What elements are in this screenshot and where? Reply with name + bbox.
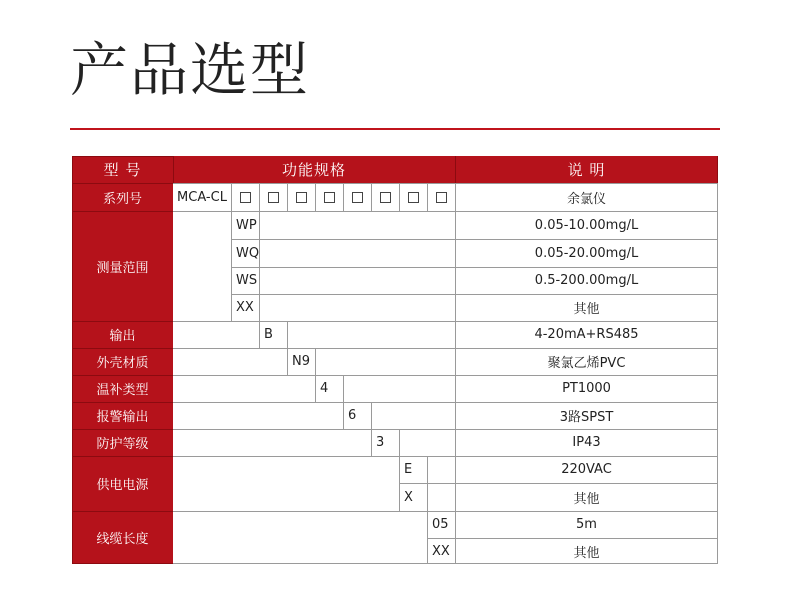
code-placeholder-box [427,183,455,211]
range-wq-code: WQ [236,245,259,261]
header-model: 型 号 [72,156,173,183]
code-placeholder-box [399,183,427,211]
label-range: 测量范围 [72,211,173,321]
box-divider [231,183,232,211]
label-alarm: 报警输出 [72,402,173,429]
empty-box-icon [324,192,335,203]
box-divider [371,183,372,211]
code-divider [371,429,372,456]
box-divider [315,183,316,211]
code-placeholder-box [287,183,315,211]
code-divider [315,348,316,375]
label-row-divider [72,375,173,376]
code-divider [259,211,260,239]
label-output: 输出 [72,321,173,348]
row-divider [173,429,718,430]
table-border-right [717,183,718,564]
empty-box-icon [268,192,279,203]
protection-code: 3 [376,435,385,450]
row-divider [399,483,718,484]
temp-comp-desc: PT1000 [562,381,611,396]
row-divider [173,456,718,457]
power-e-code: E [404,462,413,477]
code-placeholder-box [343,183,371,211]
code-divider [427,483,428,511]
box-divider [287,183,288,211]
temp-comp-code: 4 [320,381,329,396]
row-divider [231,239,718,240]
header-spec: 功能规格 [173,156,455,183]
code-divider [259,267,260,294]
code-placeholder-box [315,183,343,211]
table-border-top-left [72,156,173,157]
label-row-divider [72,429,173,430]
label-row-divider [72,402,173,403]
box-divider [399,183,400,211]
label-row-divider [72,456,173,457]
cable-05-desc: 5m [576,517,597,532]
code-divider [427,538,428,564]
code-divider [287,321,288,348]
code-divider [231,239,232,267]
series-desc: 余氯仪 [566,191,606,207]
label-row-divider [72,183,173,184]
series-code: MCA-CL [177,189,227,205]
row-divider [173,321,718,322]
header-desc: 说 明 [455,156,718,183]
cable-05-code: 05 [432,517,449,532]
code-divider [371,402,372,429]
label-series: 系列号 [72,183,173,211]
protection-desc: IP43 [572,435,601,450]
code-divider [315,375,316,402]
row-divider [427,538,718,539]
output-desc: 4-20mA+RS485 [534,327,639,342]
row-divider [173,348,718,349]
table-border-left [72,156,73,564]
empty-box-icon [380,192,391,203]
header-divider [455,156,456,183]
output-code: B [264,327,273,342]
page-title: 产品选型 [70,36,311,104]
range-xx-desc: 其他 [573,302,600,317]
row-divider [173,402,718,403]
alarm-desc: 3路SPST [559,410,614,425]
code-divider [455,538,456,564]
code-divider [427,511,428,538]
label-bottom-border [72,563,173,564]
empty-box-icon [352,192,363,203]
range-ws-code: WS [236,273,258,288]
code-divider [231,211,232,239]
code-placeholder-box [259,183,287,211]
range-wp-code: WP [236,217,257,233]
box-divider [343,183,344,211]
row-divider [173,211,718,212]
row-divider [231,294,718,295]
code-divider [399,483,400,511]
code-divider [343,375,344,402]
box-divider [427,183,428,211]
power-x-desc: 其他 [573,491,600,507]
power-e-desc: 220VAC [561,462,612,477]
housing-desc: 聚氯乙烯PVC [547,356,626,371]
row-divider [173,511,718,512]
label-cable: 线缆长度 [72,511,173,564]
range-xx-code: XX [236,300,254,315]
code-divider [259,239,260,267]
label-row-divider [72,511,173,512]
cable-xx-code: XX [432,543,450,559]
label-protection: 防护等级 [72,429,173,456]
code-divider [427,456,428,483]
range-ws-desc: 0.5-200.00mg/L [534,273,639,288]
label-row-divider [72,321,173,322]
housing-code: N9 [292,354,310,369]
header-divider [173,156,174,183]
label-housing: 外壳材质 [72,348,173,375]
code-divider [231,294,232,321]
code-divider [287,348,288,375]
code-divider [399,456,400,483]
table-border-bottom [173,563,718,564]
power-x-code: X [404,489,413,505]
cable-xx-desc: 其他 [573,545,600,561]
alarm-code: 6 [348,408,357,423]
code-placeholder-box [231,183,259,211]
code-divider [259,294,260,321]
empty-box-icon [240,192,251,203]
header-border-right [717,156,718,183]
code-divider [259,321,260,348]
row-divider [173,375,718,376]
row-divider [231,267,718,268]
box-divider [259,183,260,211]
empty-box-icon [436,192,447,203]
empty-box-icon [408,192,419,203]
label-row-divider [72,348,173,349]
empty-box-icon [296,192,307,203]
range-wq-desc: 0.05-20.00mg/L [534,245,639,261]
label-temp-comp: 温补类型 [72,375,173,402]
code-divider [343,402,344,429]
desc-column-divider [455,183,456,564]
label-power: 供电电源 [72,456,173,511]
code-divider [399,429,400,456]
row-divider [173,183,718,184]
code-placeholder-box [371,183,399,211]
label-row-divider [72,211,173,212]
code-divider [231,267,232,294]
code-divider [455,511,456,538]
range-wp-desc: 0.05-10.00mg/L [534,217,639,233]
